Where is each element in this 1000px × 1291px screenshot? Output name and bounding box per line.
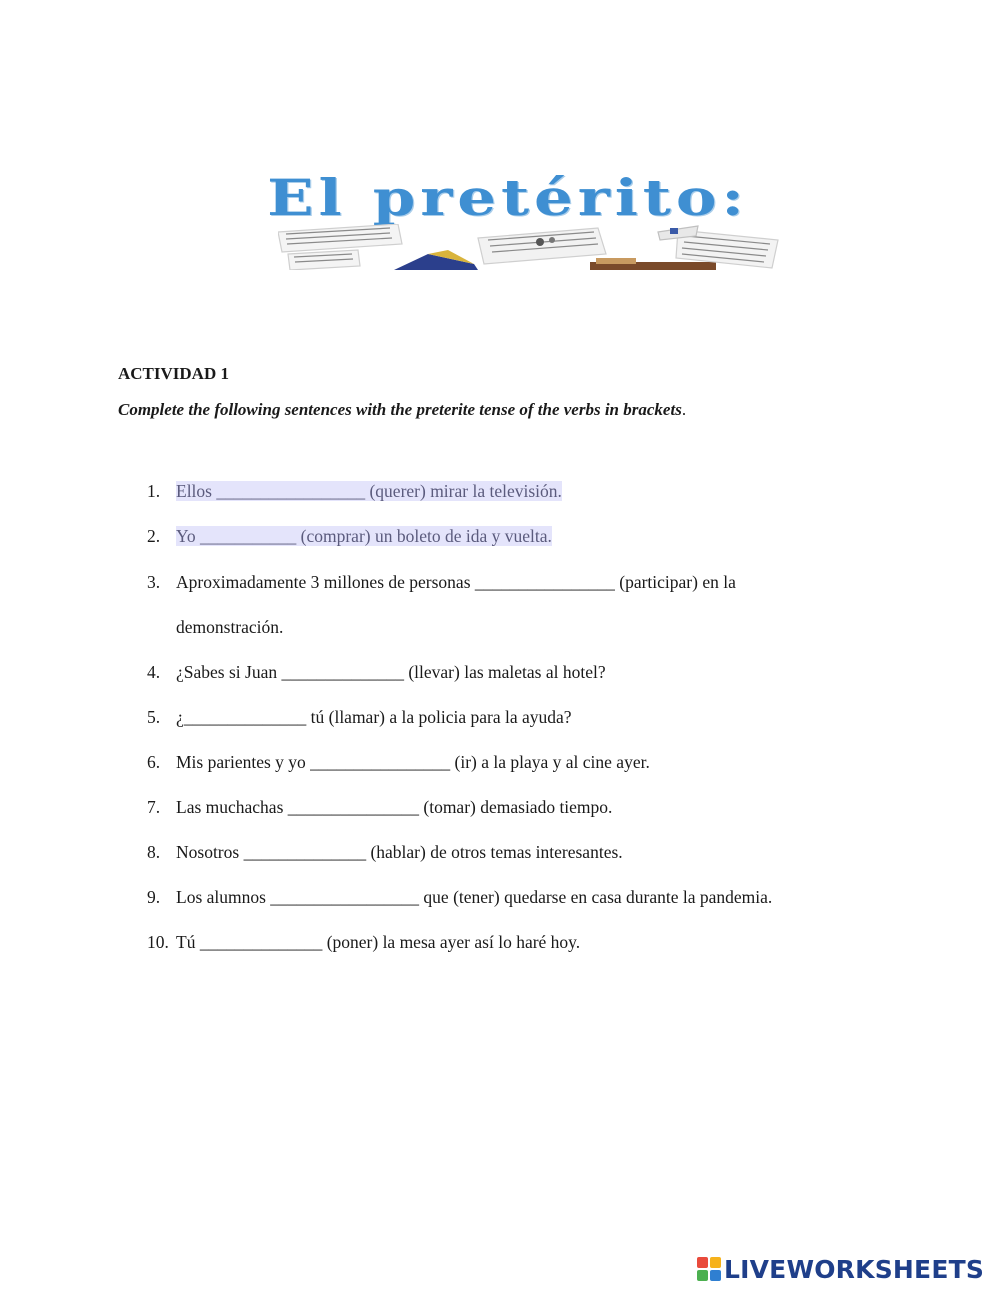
item-text[interactable]: ¿______________ tú (llamar) a la policia para la ayuda?: [176, 707, 572, 727]
item-text[interactable]: Ellos _________________ (querer) mirar la televisión.: [176, 481, 562, 501]
liveworksheets-logo-icon: [697, 1257, 721, 1281]
item-number: 7.: [147, 797, 161, 817]
item-text[interactable]: Tú ______________ (poner) la mesa ayer así lo haré hoy.: [176, 932, 581, 952]
instructions-period: .: [681, 400, 687, 419]
list-item: [147, 662, 606, 683]
list-item: [147, 842, 623, 863]
flag-fragment: [394, 250, 478, 270]
newspaper-clippings-right: [658, 226, 778, 268]
item-number: 1.: [147, 481, 161, 501]
title-banner: [178, 168, 838, 272]
item-number: 4.: [147, 662, 161, 682]
list-item: [147, 707, 572, 728]
item-number: 9.: [147, 887, 161, 907]
item-number: 5.: [147, 707, 161, 727]
item-text[interactable]: Mis parientes y yo ________________ (ir) a la playa y al cine ayer.: [176, 752, 650, 772]
item-number: 6.: [147, 752, 161, 772]
item-text[interactable]: Los alumnos _________________ que (tener) quedarse en casa durante la pandemia.: [176, 887, 773, 907]
item-number: 2.: [147, 526, 161, 546]
list-item: [147, 752, 650, 773]
item-text[interactable]: Aproximadamente 3 millones de personas ________________ (participar) en la: [176, 572, 736, 592]
item-text[interactable]: Yo ___________ (comprar) un boleto de ida y vuelta.: [176, 526, 552, 546]
collage-image: [278, 224, 798, 270]
item-text[interactable]: ¿Sabes si Juan ______________ (llevar) las maletas al hotel?: [176, 662, 606, 682]
liveworksheets-logo[interactable]: [697, 1254, 984, 1284]
list-item: [147, 481, 562, 502]
list-item: [147, 526, 552, 547]
instructions: [118, 400, 686, 420]
item-text[interactable]: Nosotros ______________ (hablar) de otros temas interesantes.: [176, 842, 623, 862]
activity-heading: ACTIVIDAD 1: [118, 364, 229, 383]
item-text[interactable]: Las muchachas _______________ (tomar) demasiado tiempo.: [176, 797, 613, 817]
list-item: [147, 572, 736, 593]
item-number: 10.: [147, 932, 169, 952]
logo-text: LIVEWORKSHEETS: [724, 1254, 985, 1284]
instructions-text: Complete the following sentences with the preterite tense of the verbs in brackets: [118, 400, 682, 419]
newspaper-clippings-left: [278, 224, 402, 270]
list-item: [147, 797, 612, 818]
item-continuation: demonstración.: [176, 617, 284, 637]
item-number: 8.: [147, 842, 161, 862]
banner-title: El pretérito:: [267, 168, 749, 227]
list-item: [147, 887, 772, 908]
newspaper-clippings-center: [478, 228, 606, 264]
item-number: 3.: [147, 572, 161, 592]
list-item: [147, 932, 580, 953]
